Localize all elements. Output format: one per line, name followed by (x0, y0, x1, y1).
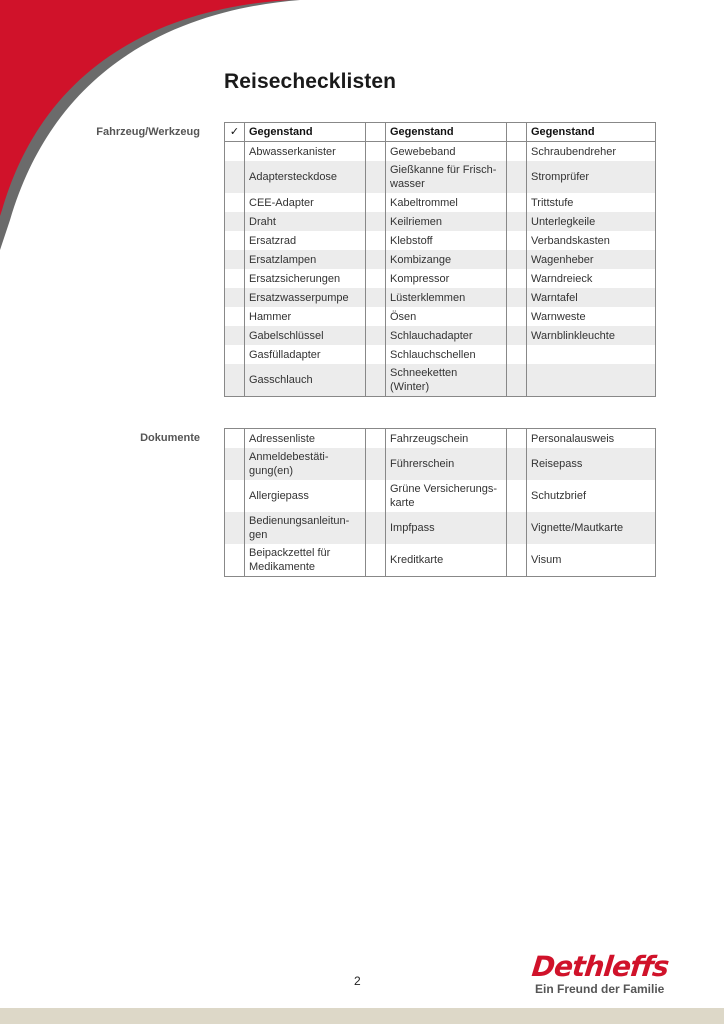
table-row (225, 512, 656, 544)
checkbox-cell[interactable] (507, 326, 527, 345)
item-cell: Vignette/Mautkarte (527, 512, 656, 544)
item-cell: Kombizange (386, 250, 507, 269)
item-cell: Keilriemen (386, 212, 507, 231)
checkbox-cell[interactable] (507, 480, 527, 512)
checkbox-cell[interactable] (366, 161, 386, 193)
checkbox-cell[interactable] (507, 250, 527, 269)
checkbox-cell[interactable] (366, 212, 386, 231)
checkbox-cell[interactable] (366, 250, 386, 269)
item-cell (527, 364, 656, 397)
checkbox-cell[interactable] (507, 364, 527, 397)
checkbox-cell[interactable] (366, 480, 386, 512)
footer-band (0, 1008, 724, 1024)
checkbox-cell[interactable] (507, 345, 527, 364)
checkbox-cell[interactable] (225, 250, 245, 269)
item-cell: CEE-Adapter (245, 193, 366, 212)
item-cell: Kreditkarte (386, 544, 507, 577)
item-cell: Ösen (386, 307, 507, 326)
checkbox-cell[interactable] (507, 448, 527, 480)
checkbox-cell[interactable] (366, 544, 386, 577)
checkbox-cell[interactable] (225, 480, 245, 512)
checkbox-cell[interactable] (366, 448, 386, 480)
item-cell: Kabeltrommel (386, 193, 507, 212)
checkbox-cell[interactable] (507, 212, 527, 231)
checkbox-cell[interactable] (507, 544, 527, 577)
checkbox-cell[interactable] (225, 161, 245, 193)
item-cell: Gießkanne für Frisch- wasser (386, 161, 507, 193)
item-cell: Gabelschlüssel (245, 326, 366, 345)
item-cell (527, 345, 656, 364)
table-row (225, 429, 656, 449)
item-cell: Allergiepass (245, 480, 366, 512)
checkbox-cell[interactable] (507, 231, 527, 250)
table-row (225, 193, 656, 212)
checkbox-cell[interactable] (366, 269, 386, 288)
checkbox-cell[interactable] (366, 142, 386, 162)
checkbox-cell[interactable] (225, 512, 245, 544)
checkbox-cell[interactable] (225, 364, 245, 397)
checkbox-cell[interactable] (366, 231, 386, 250)
item-cell: Verbandskasten (527, 231, 656, 250)
checkbox-cell[interactable] (225, 142, 245, 162)
item-cell: Führerschein (386, 448, 507, 480)
item-cell: Schlauchadapter (386, 326, 507, 345)
item-cell: Wagenheber (527, 250, 656, 269)
table-row (225, 480, 656, 512)
checkbox-cell[interactable] (366, 512, 386, 544)
item-cell: Ersatzlampen (245, 250, 366, 269)
item-cell: Warnweste (527, 307, 656, 326)
checkbox-cell[interactable] (225, 448, 245, 480)
item-cell: Trittstufe (527, 193, 656, 212)
checkbox-cell[interactable] (225, 288, 245, 307)
checkbox-cell[interactable] (507, 161, 527, 193)
item-cell: Anmeldebestäti- gung(en) (245, 448, 366, 480)
item-cell: Schneeketten (Winter) (386, 364, 507, 397)
item-cell: Visum (527, 544, 656, 577)
checkbox-cell[interactable] (225, 544, 245, 577)
column-header: Gegenstand (245, 123, 366, 142)
table-row (225, 142, 656, 162)
item-cell: Bedienungsanleitun- gen (245, 512, 366, 544)
checklist-table-documents (224, 428, 656, 577)
logo-wordmark: Dethleffs (530, 950, 670, 983)
brand-logo (532, 952, 692, 996)
item-cell: Gasschlauch (245, 364, 366, 397)
checkbox-cell[interactable] (507, 429, 527, 449)
item-cell: Unterlegkeile (527, 212, 656, 231)
checkbox-cell[interactable] (366, 307, 386, 326)
checkbox-cell[interactable] (225, 326, 245, 345)
item-cell: Kompressor (386, 269, 507, 288)
checkbox-cell[interactable] (366, 345, 386, 364)
item-cell: Gasfülladapter (245, 345, 366, 364)
check-column-header (366, 123, 386, 142)
table-row (225, 212, 656, 231)
table-row (225, 288, 656, 307)
checkbox-cell[interactable] (225, 307, 245, 326)
item-cell: Beipackzettel für Medikamente (245, 544, 366, 577)
item-cell: Warntafel (527, 288, 656, 307)
item-cell: Ersatzsicherungen (245, 269, 366, 288)
checkbox-cell[interactable] (507, 288, 527, 307)
item-cell: Adressenliste (245, 429, 366, 449)
item-cell: Warnblinkleuchte (527, 326, 656, 345)
column-header: Gegenstand (386, 123, 507, 142)
item-cell: Fahrzeugschein (386, 429, 507, 449)
item-cell: Klebstoff (386, 231, 507, 250)
checkbox-cell[interactable] (507, 512, 527, 544)
table-row (225, 326, 656, 345)
table-row (225, 345, 656, 364)
table-row (225, 231, 656, 250)
checkbox-cell[interactable] (507, 193, 527, 212)
checkbox-cell[interactable] (507, 307, 527, 326)
checkbox-cell[interactable] (507, 269, 527, 288)
item-cell: Adaptersteckdose (245, 161, 366, 193)
item-cell: Ersatzwasserpumpe (245, 288, 366, 307)
item-cell: Ersatzrad (245, 231, 366, 250)
item-cell: Grüne Versicherungs- karte (386, 480, 507, 512)
item-cell: Reisepass (527, 448, 656, 480)
item-cell: Schlauchschellen (386, 345, 507, 364)
table-header-row (225, 123, 656, 142)
checkbox-cell[interactable] (507, 142, 527, 162)
page-number: 2 (354, 974, 361, 988)
checkbox-cell[interactable] (366, 193, 386, 212)
table-row (225, 544, 656, 577)
item-cell: Gewebeband (386, 142, 507, 162)
table-row (225, 307, 656, 326)
checkbox-cell[interactable] (225, 429, 245, 449)
table-row (225, 250, 656, 269)
checkbox-cell[interactable] (225, 269, 245, 288)
table-row (225, 448, 656, 480)
checkbox-cell[interactable] (366, 326, 386, 345)
section-label-documents: Dokumente (140, 432, 200, 444)
checkbox-cell[interactable] (225, 231, 245, 250)
item-cell: Schraubendreher (527, 142, 656, 162)
column-header: Gegenstand (527, 123, 656, 142)
checkbox-cell[interactable] (225, 345, 245, 364)
item-cell: Impfpass (386, 512, 507, 544)
item-cell: Abwasserkanister (245, 142, 366, 162)
checkbox-cell[interactable] (366, 364, 386, 397)
item-cell: Hammer (245, 307, 366, 326)
item-cell: Draht (245, 212, 366, 231)
item-cell: Stromprüfer (527, 161, 656, 193)
checklist-table-vehicle-tools (224, 122, 656, 397)
checkbox-cell[interactable] (366, 288, 386, 307)
item-cell: Schutzbrief (527, 480, 656, 512)
checkbox-cell[interactable] (225, 212, 245, 231)
checkbox-cell[interactable] (366, 429, 386, 449)
section-label-vehicle-tools: Fahrzeug/Werkzeug (96, 126, 200, 138)
item-cell: Lüsterklemmen (386, 288, 507, 307)
page-title: Reisechecklisten (224, 70, 397, 93)
table-row (225, 364, 656, 397)
checkbox-cell[interactable] (225, 193, 245, 212)
item-cell: Warndreieck (527, 269, 656, 288)
table-row (225, 269, 656, 288)
item-cell: Personalausweis (527, 429, 656, 449)
check-column-header (507, 123, 527, 142)
logo-tagline: Ein Freund der Familie (535, 982, 665, 996)
table-row (225, 161, 656, 193)
checkmark-icon: ✓ (225, 123, 245, 142)
